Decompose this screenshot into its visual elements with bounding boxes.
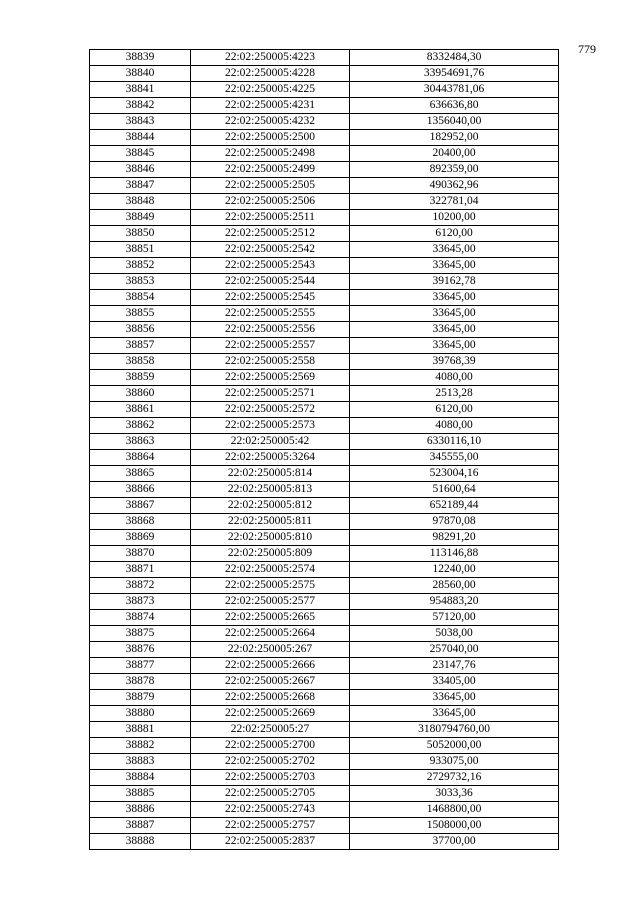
table-row xyxy=(90,546,559,562)
table-row xyxy=(90,834,559,850)
table-row xyxy=(90,258,559,274)
table-row xyxy=(90,562,559,578)
table-row xyxy=(90,386,559,402)
cadastral-number-cell: 22:02:250005:2667 xyxy=(191,674,350,690)
table-row xyxy=(90,242,559,258)
cadastral-number-cell: 22:02:250005:809 xyxy=(191,546,350,562)
row-number-cell: 38879 xyxy=(90,690,191,706)
cadastral-number-cell: 22:02:250005:2505 xyxy=(191,178,350,194)
value-cell: 3033,36 xyxy=(350,786,559,802)
table-row xyxy=(90,322,559,338)
row-number-cell: 38864 xyxy=(90,450,191,466)
table-row xyxy=(90,402,559,418)
cadastral-number-cell: 22:02:250005:2743 xyxy=(191,802,350,818)
value-cell: 3180794760,00 xyxy=(350,722,559,738)
table-row xyxy=(90,802,559,818)
cadastral-number-cell: 22:02:250005:2666 xyxy=(191,658,350,674)
value-cell: 6330116,10 xyxy=(350,434,559,450)
value-cell: 322781,04 xyxy=(350,194,559,210)
table-row xyxy=(90,578,559,594)
cadastral-number-cell: 22:02:250005:814 xyxy=(191,466,350,482)
row-number-cell: 38854 xyxy=(90,290,191,306)
value-cell: 345555,00 xyxy=(350,450,559,466)
row-number-cell: 38877 xyxy=(90,658,191,674)
cadastral-number-cell: 22:02:250005:2577 xyxy=(191,594,350,610)
cadastral-number-cell: 22:02:250005:2571 xyxy=(191,386,350,402)
row-number-cell: 38878 xyxy=(90,674,191,690)
table-row xyxy=(90,98,559,114)
table-row xyxy=(90,146,559,162)
table-row xyxy=(90,786,559,802)
value-cell: 12240,00 xyxy=(350,562,559,578)
value-cell: 182952,00 xyxy=(350,130,559,146)
cadastral-number-cell: 22:02:250005:2558 xyxy=(191,354,350,370)
row-number-cell: 38869 xyxy=(90,530,191,546)
row-number-cell: 38886 xyxy=(90,802,191,818)
row-number-cell: 38845 xyxy=(90,146,191,162)
value-cell: 20400,00 xyxy=(350,146,559,162)
row-number-cell: 38844 xyxy=(90,130,191,146)
table-row xyxy=(90,354,559,370)
table-row xyxy=(90,226,559,242)
value-cell: 113146,88 xyxy=(350,546,559,562)
row-number-cell: 38858 xyxy=(90,354,191,370)
row-number-cell: 38884 xyxy=(90,770,191,786)
row-number-cell: 38860 xyxy=(90,386,191,402)
cadastral-number-cell: 22:02:250005:267 xyxy=(191,642,350,658)
row-number-cell: 38856 xyxy=(90,322,191,338)
row-number-cell: 38847 xyxy=(90,178,191,194)
page-number: 779 xyxy=(578,42,596,56)
table-row xyxy=(90,82,559,98)
table-row xyxy=(90,754,559,770)
value-cell: 23147,76 xyxy=(350,658,559,674)
table-body xyxy=(90,50,559,850)
value-cell: 39162,78 xyxy=(350,274,559,290)
value-cell: 39768,39 xyxy=(350,354,559,370)
cadastral-number-cell: 22:02:250005:2757 xyxy=(191,818,350,834)
value-cell: 2729732,16 xyxy=(350,770,559,786)
value-cell: 33645,00 xyxy=(350,306,559,322)
cadastral-number-cell: 22:02:250005:2574 xyxy=(191,562,350,578)
table-row xyxy=(90,722,559,738)
table-row xyxy=(90,594,559,610)
cadastral-number-cell: 22:02:250005:2500 xyxy=(191,130,350,146)
value-cell: 933075,00 xyxy=(350,754,559,770)
value-cell: 98291,20 xyxy=(350,530,559,546)
cadastral-number-cell: 22:02:250005:2545 xyxy=(191,290,350,306)
cadastral-number-cell: 22:02:250005:2498 xyxy=(191,146,350,162)
row-number-cell: 38843 xyxy=(90,114,191,130)
row-number-cell: 38859 xyxy=(90,370,191,386)
value-cell: 954883,20 xyxy=(350,594,559,610)
table-row xyxy=(90,194,559,210)
cadastral-number-cell: 22:02:250005:2573 xyxy=(191,418,350,434)
value-cell: 1468800,00 xyxy=(350,802,559,818)
cadastral-number-cell: 22:02:250005:2837 xyxy=(191,834,350,850)
row-number-cell: 38874 xyxy=(90,610,191,626)
table-row xyxy=(90,674,559,690)
cadastral-number-cell: 22:02:250005:810 xyxy=(191,530,350,546)
table-row xyxy=(90,306,559,322)
row-number-cell: 38876 xyxy=(90,642,191,658)
cadastral-number-cell: 22:02:250005:4231 xyxy=(191,98,350,114)
value-cell: 1356040,00 xyxy=(350,114,559,130)
table-row xyxy=(90,162,559,178)
table-row xyxy=(90,642,559,658)
cadastral-number-cell: 22:02:250005:4225 xyxy=(191,82,350,98)
value-cell: 10200,00 xyxy=(350,210,559,226)
value-cell: 33405,00 xyxy=(350,674,559,690)
value-cell: 97870,08 xyxy=(350,514,559,530)
value-cell: 4080,00 xyxy=(350,370,559,386)
table-row xyxy=(90,338,559,354)
value-cell: 8332484,30 xyxy=(350,50,559,66)
cadastral-number-cell: 22:02:250005:813 xyxy=(191,482,350,498)
table-row xyxy=(90,50,559,66)
value-cell: 28560,00 xyxy=(350,578,559,594)
table-row xyxy=(90,290,559,306)
value-cell: 30443781,06 xyxy=(350,82,559,98)
cadastral-number-cell: 22:02:250005:2511 xyxy=(191,210,350,226)
cadastral-number-cell: 22:02:250005:2668 xyxy=(191,690,350,706)
row-number-cell: 38887 xyxy=(90,818,191,834)
cadastral-number-cell: 22:02:250005:2512 xyxy=(191,226,350,242)
table-row xyxy=(90,610,559,626)
value-cell: 33645,00 xyxy=(350,258,559,274)
row-number-cell: 38863 xyxy=(90,434,191,450)
table-row xyxy=(90,418,559,434)
value-cell: 4080,00 xyxy=(350,418,559,434)
row-number-cell: 38852 xyxy=(90,258,191,274)
value-cell: 33645,00 xyxy=(350,290,559,306)
row-number-cell: 38870 xyxy=(90,546,191,562)
table-row xyxy=(90,370,559,386)
table-row xyxy=(90,706,559,722)
table-row xyxy=(90,274,559,290)
cadastral-number-cell: 22:02:250005:2669 xyxy=(191,706,350,722)
row-number-cell: 38840 xyxy=(90,66,191,82)
table-row xyxy=(90,626,559,642)
value-cell: 5038,00 xyxy=(350,626,559,642)
table-row xyxy=(90,738,559,754)
row-number-cell: 38851 xyxy=(90,242,191,258)
row-number-cell: 38882 xyxy=(90,738,191,754)
row-number-cell: 38857 xyxy=(90,338,191,354)
row-number-cell: 38881 xyxy=(90,722,191,738)
row-number-cell: 38871 xyxy=(90,562,191,578)
value-cell: 37700,00 xyxy=(350,834,559,850)
row-number-cell: 38841 xyxy=(90,82,191,98)
cadastral-number-cell: 22:02:250005:2702 xyxy=(191,754,350,770)
row-number-cell: 38875 xyxy=(90,626,191,642)
value-cell: 652189,44 xyxy=(350,498,559,514)
table-row xyxy=(90,114,559,130)
cadastral-number-cell: 22:02:250005:3264 xyxy=(191,450,350,466)
cadastral-number-cell: 22:02:250005:2542 xyxy=(191,242,350,258)
table-row xyxy=(90,66,559,82)
row-number-cell: 38848 xyxy=(90,194,191,210)
value-cell: 2513,28 xyxy=(350,386,559,402)
row-number-cell: 38861 xyxy=(90,402,191,418)
row-number-cell: 38846 xyxy=(90,162,191,178)
cadastral-number-cell: 22:02:250005:4232 xyxy=(191,114,350,130)
cadastral-number-cell: 22:02:250005:2556 xyxy=(191,322,350,338)
cadastral-number-cell: 22:02:250005:42 xyxy=(191,434,350,450)
row-number-cell: 38888 xyxy=(90,834,191,850)
row-number-cell: 38867 xyxy=(90,498,191,514)
cadastral-number-cell: 22:02:250005:2557 xyxy=(191,338,350,354)
cadastral-number-cell: 22:02:250005:2700 xyxy=(191,738,350,754)
table-row xyxy=(90,210,559,226)
value-cell: 1508000,00 xyxy=(350,818,559,834)
row-number-cell: 38853 xyxy=(90,274,191,290)
value-cell: 33645,00 xyxy=(350,242,559,258)
table-row xyxy=(90,482,559,498)
row-number-cell: 38880 xyxy=(90,706,191,722)
cadastral-number-cell: 22:02:250005:2575 xyxy=(191,578,350,594)
row-number-cell: 38873 xyxy=(90,594,191,610)
value-cell: 6120,00 xyxy=(350,226,559,242)
cadastral-number-cell: 22:02:250005:2572 xyxy=(191,402,350,418)
value-cell: 57120,00 xyxy=(350,610,559,626)
value-cell: 636636,80 xyxy=(350,98,559,114)
cadastral-number-cell: 22:02:250005:2543 xyxy=(191,258,350,274)
cadastral-value-table xyxy=(89,49,559,850)
row-number-cell: 38883 xyxy=(90,754,191,770)
value-cell: 33645,00 xyxy=(350,322,559,338)
table-row xyxy=(90,466,559,482)
cadastral-number-cell: 22:02:250005:2506 xyxy=(191,194,350,210)
cadastral-number-cell: 22:02:250005:2555 xyxy=(191,306,350,322)
value-cell: 33645,00 xyxy=(350,690,559,706)
row-number-cell: 38866 xyxy=(90,482,191,498)
cadastral-number-cell: 22:02:250005:2664 xyxy=(191,626,350,642)
value-cell: 257040,00 xyxy=(350,642,559,658)
value-cell: 5052000,00 xyxy=(350,738,559,754)
table-row xyxy=(90,450,559,466)
cadastral-number-cell: 22:02:250005:27 xyxy=(191,722,350,738)
cadastral-number-cell: 22:02:250005:812 xyxy=(191,498,350,514)
table-row xyxy=(90,770,559,786)
cadastral-number-cell: 22:02:250005:2544 xyxy=(191,274,350,290)
row-number-cell: 38885 xyxy=(90,786,191,802)
table-row xyxy=(90,530,559,546)
row-number-cell: 38865 xyxy=(90,466,191,482)
value-cell: 490362,96 xyxy=(350,178,559,194)
cadastral-number-cell: 22:02:250005:2569 xyxy=(191,370,350,386)
table-row xyxy=(90,434,559,450)
cadastral-number-cell: 22:02:250005:4223 xyxy=(191,50,350,66)
value-cell: 51600,64 xyxy=(350,482,559,498)
table-row xyxy=(90,178,559,194)
row-number-cell: 38855 xyxy=(90,306,191,322)
value-cell: 33645,00 xyxy=(350,338,559,354)
row-number-cell: 38868 xyxy=(90,514,191,530)
value-cell: 33954691,76 xyxy=(350,66,559,82)
row-number-cell: 38862 xyxy=(90,418,191,434)
cadastral-number-cell: 22:02:250005:4228 xyxy=(191,66,350,82)
value-cell: 523004,16 xyxy=(350,466,559,482)
row-number-cell: 38839 xyxy=(90,50,191,66)
row-number-cell: 38842 xyxy=(90,98,191,114)
table-row xyxy=(90,690,559,706)
row-number-cell: 38872 xyxy=(90,578,191,594)
row-number-cell: 38850 xyxy=(90,226,191,242)
table-row xyxy=(90,818,559,834)
cadastral-number-cell: 22:02:250005:811 xyxy=(191,514,350,530)
cadastral-number-cell: 22:02:250005:2703 xyxy=(191,770,350,786)
table-row xyxy=(90,514,559,530)
value-cell: 6120,00 xyxy=(350,402,559,418)
table-row xyxy=(90,498,559,514)
table-row xyxy=(90,658,559,674)
row-number-cell: 38849 xyxy=(90,210,191,226)
cadastral-number-cell: 22:02:250005:2665 xyxy=(191,610,350,626)
cadastral-number-cell: 22:02:250005:2499 xyxy=(191,162,350,178)
value-cell: 892359,00 xyxy=(350,162,559,178)
value-cell: 33645,00 xyxy=(350,706,559,722)
cadastral-number-cell: 22:02:250005:2705 xyxy=(191,786,350,802)
table-row xyxy=(90,130,559,146)
